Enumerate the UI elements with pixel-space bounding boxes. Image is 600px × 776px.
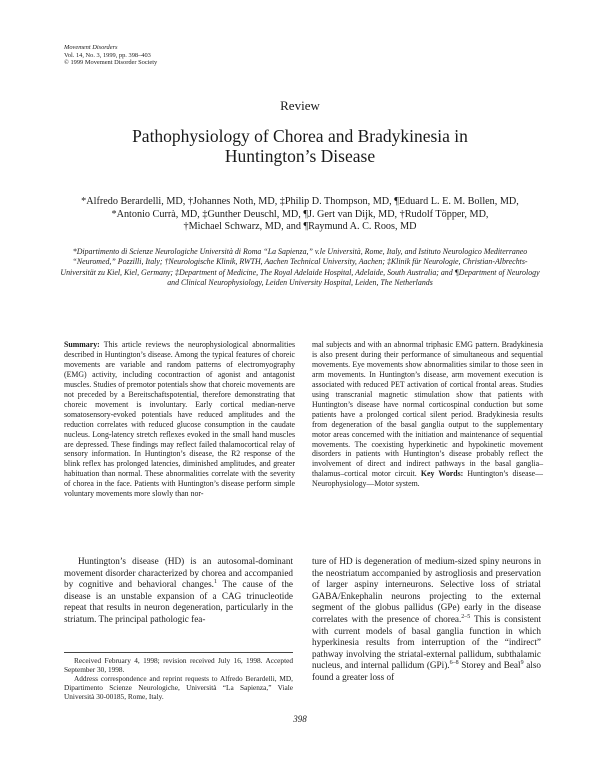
ref-sup: 9 xyxy=(520,660,524,667)
authors-line-3: †Michael Schwarz, MD, and ¶Raymund A. C. Roos, MD xyxy=(183,221,417,233)
ref-sup: 6–8 xyxy=(449,660,459,667)
body-right-p3: Storey and Beal xyxy=(458,660,521,671)
footnote-address: Address correspondence and reprint requests to Alfredo Berardelli, MD, Dipartimento Scienze Neurologiche, Università “La Sapienza,” Viale Università 30-00185, Rome, Italy. xyxy=(64,674,293,702)
ref-sup: 1 xyxy=(213,579,217,586)
footnote-divider xyxy=(64,652,293,653)
journal-name: Movement Disorders xyxy=(64,44,118,51)
title-line-1: Pathophysiology of Chorea and Bradykinesia in xyxy=(132,126,468,146)
authors-line-1: *Alfredo Berardelli, MD, †Johannes Noth, MD, ‡Philip D. Thompson, MD, ¶Eduard L. E. M. Bollen, MD, xyxy=(81,196,519,207)
keywords-label: Key Words: xyxy=(420,469,464,479)
body-right-p2: This is consistent with current models of basal ganglia function in which hyperkinesia results from interruption of the “indirect” pathway involving the striatal-external pallidum, subthalamic nucleus, and internal pallidum (GPi). xyxy=(312,613,541,671)
body-left-p1: Huntington’s disease (HD) is an autosomal-dominant movement disorder characterized by chorea and accompanied by cognitive and behavioral changes. xyxy=(64,556,293,590)
body-right-p4: also found a greater loss of xyxy=(312,660,541,682)
ref-sup: 2–5 xyxy=(461,613,471,620)
summary-right-text: mal subjects and with an abnormal triphasic EMG pattern. Bradykinesia is also present during their performance of simultaneous and sequential movements. Eye movements show abnormalities similar to those seen in arm movements. In Huntington’s disease, arm movement execution is associated with reduced PET activation of cortical frontal areas. Studies using transcranial magnetic stimulation show that patients with Huntington’s disease have normal corticospinal conduction but some patients have a prolonged cortical silent period. Bradykinesia results from degeneration of the basal ganglia output to the supplementary motor areas concerned with the initiation and maintenance of sequential movements. The coexisting hyperkinetic and hypokinetic movement disorders in patients with Huntington’s disease probably reflect the involvement of direct and indirect pathways in the basal ganglia–thalamus–cortical motor circuit. xyxy=(312,340,543,479)
page-number: 398 xyxy=(293,714,307,724)
summary-left-column xyxy=(64,340,295,499)
summary-label: Summary: xyxy=(64,340,100,349)
article-title xyxy=(60,126,540,166)
keywords-text: Huntington’s disease—Neurophysiology—Motor system. xyxy=(312,469,543,489)
body-right-p1: ture of HD is degeneration of medium-sized spiny neurons in the neostriatum accompanied by astrogliosis and preservation of larger aspiny interneurons. Selective loss of striatal GABA/Enkephalin neurons projecting to the external segment of the globus pallidus (GPe) early in the disease correlates with the presence of chorea. xyxy=(312,556,541,624)
summary-left-text: This article reviews the neurophysiological abnormalities described in Huntington’s disease. Among the typical features of choreic movements are variable and random patterns of electromyography (EMG) activity, including cocontraction of agonist and antagonist muscles. Studies of premotor potentials show that choreic movements are not preceded by a Bereitschaftspotential, therefore demonstrating that choreic movement is involuntary. Early cortical median-nerve somatosensory-evoked potentials have reduced amplitudes and the reduction correlates with reduced glucose consumption in the caudate nucleus. Long-latency stretch reflexes evoked in the small hand muscles are depressed. These findings may reflect failed thalamocortical relay of sensory information. In Huntington’s disease, the R2 response of the blink reflex has prolonged latencies, diminished amplitudes, and greater habituation than normal. These abnormalities correlate with the severity of chorea in the face. Patients with Huntington’s disease perform simple voluntary movements more slowly than nor- xyxy=(64,340,295,499)
footnote-received: Received February 4, 1998; revision received July 16, 1998. Accepted September 30, 1998. xyxy=(64,656,293,675)
author-list xyxy=(40,196,560,234)
section-label: Review xyxy=(280,98,320,113)
authors-line-2: *Antonio Currà, MD, ‡Gunther Deuschl, MD, ¶J. Gert van Dijk, MD, †Rudolf Töpper, MD, xyxy=(111,208,489,220)
summary-right-column xyxy=(312,340,543,489)
body-left-p2: The cause of the disease is an unstable expansion of a CAG trinucleotide repeat that results in neuron degeneration, particularly in the striatum. The principal pathologic fea- xyxy=(64,579,293,624)
title-line-2: Huntington’s Disease xyxy=(224,146,376,166)
footnotes xyxy=(64,656,293,701)
journal-volume: Vol. 14, No. 3, 1999, pp. 398–403 xyxy=(64,51,151,59)
body-left-column xyxy=(64,556,293,626)
affiliations: *Dipartimento di Scienze Neurologiche Università di Roma “La Sapienza,” v.le Università, Rome, Italy, and Istituto Neurologico Mediterraneo “Neuromed,” Pozzilli, Italy; †Neurologische Klinik, RWTH, Aachen Technical University, Aachen; ‡Klinik für Neurologie, Christian-Albrechts-Universität zu Kiel, Kiel, Germany; ‡Department of Medicine, The Royal Adelaide Hospital, Adelaide, South Australia; and ¶Department of Neurology and Clinical Neurophysiology, Leiden University Hospital, Leiden, The Netherlands xyxy=(60,247,540,288)
body-right-column xyxy=(312,556,541,684)
journal-header xyxy=(64,44,157,67)
journal-copyright: © 1999 Movement Disorder Society xyxy=(64,59,158,67)
